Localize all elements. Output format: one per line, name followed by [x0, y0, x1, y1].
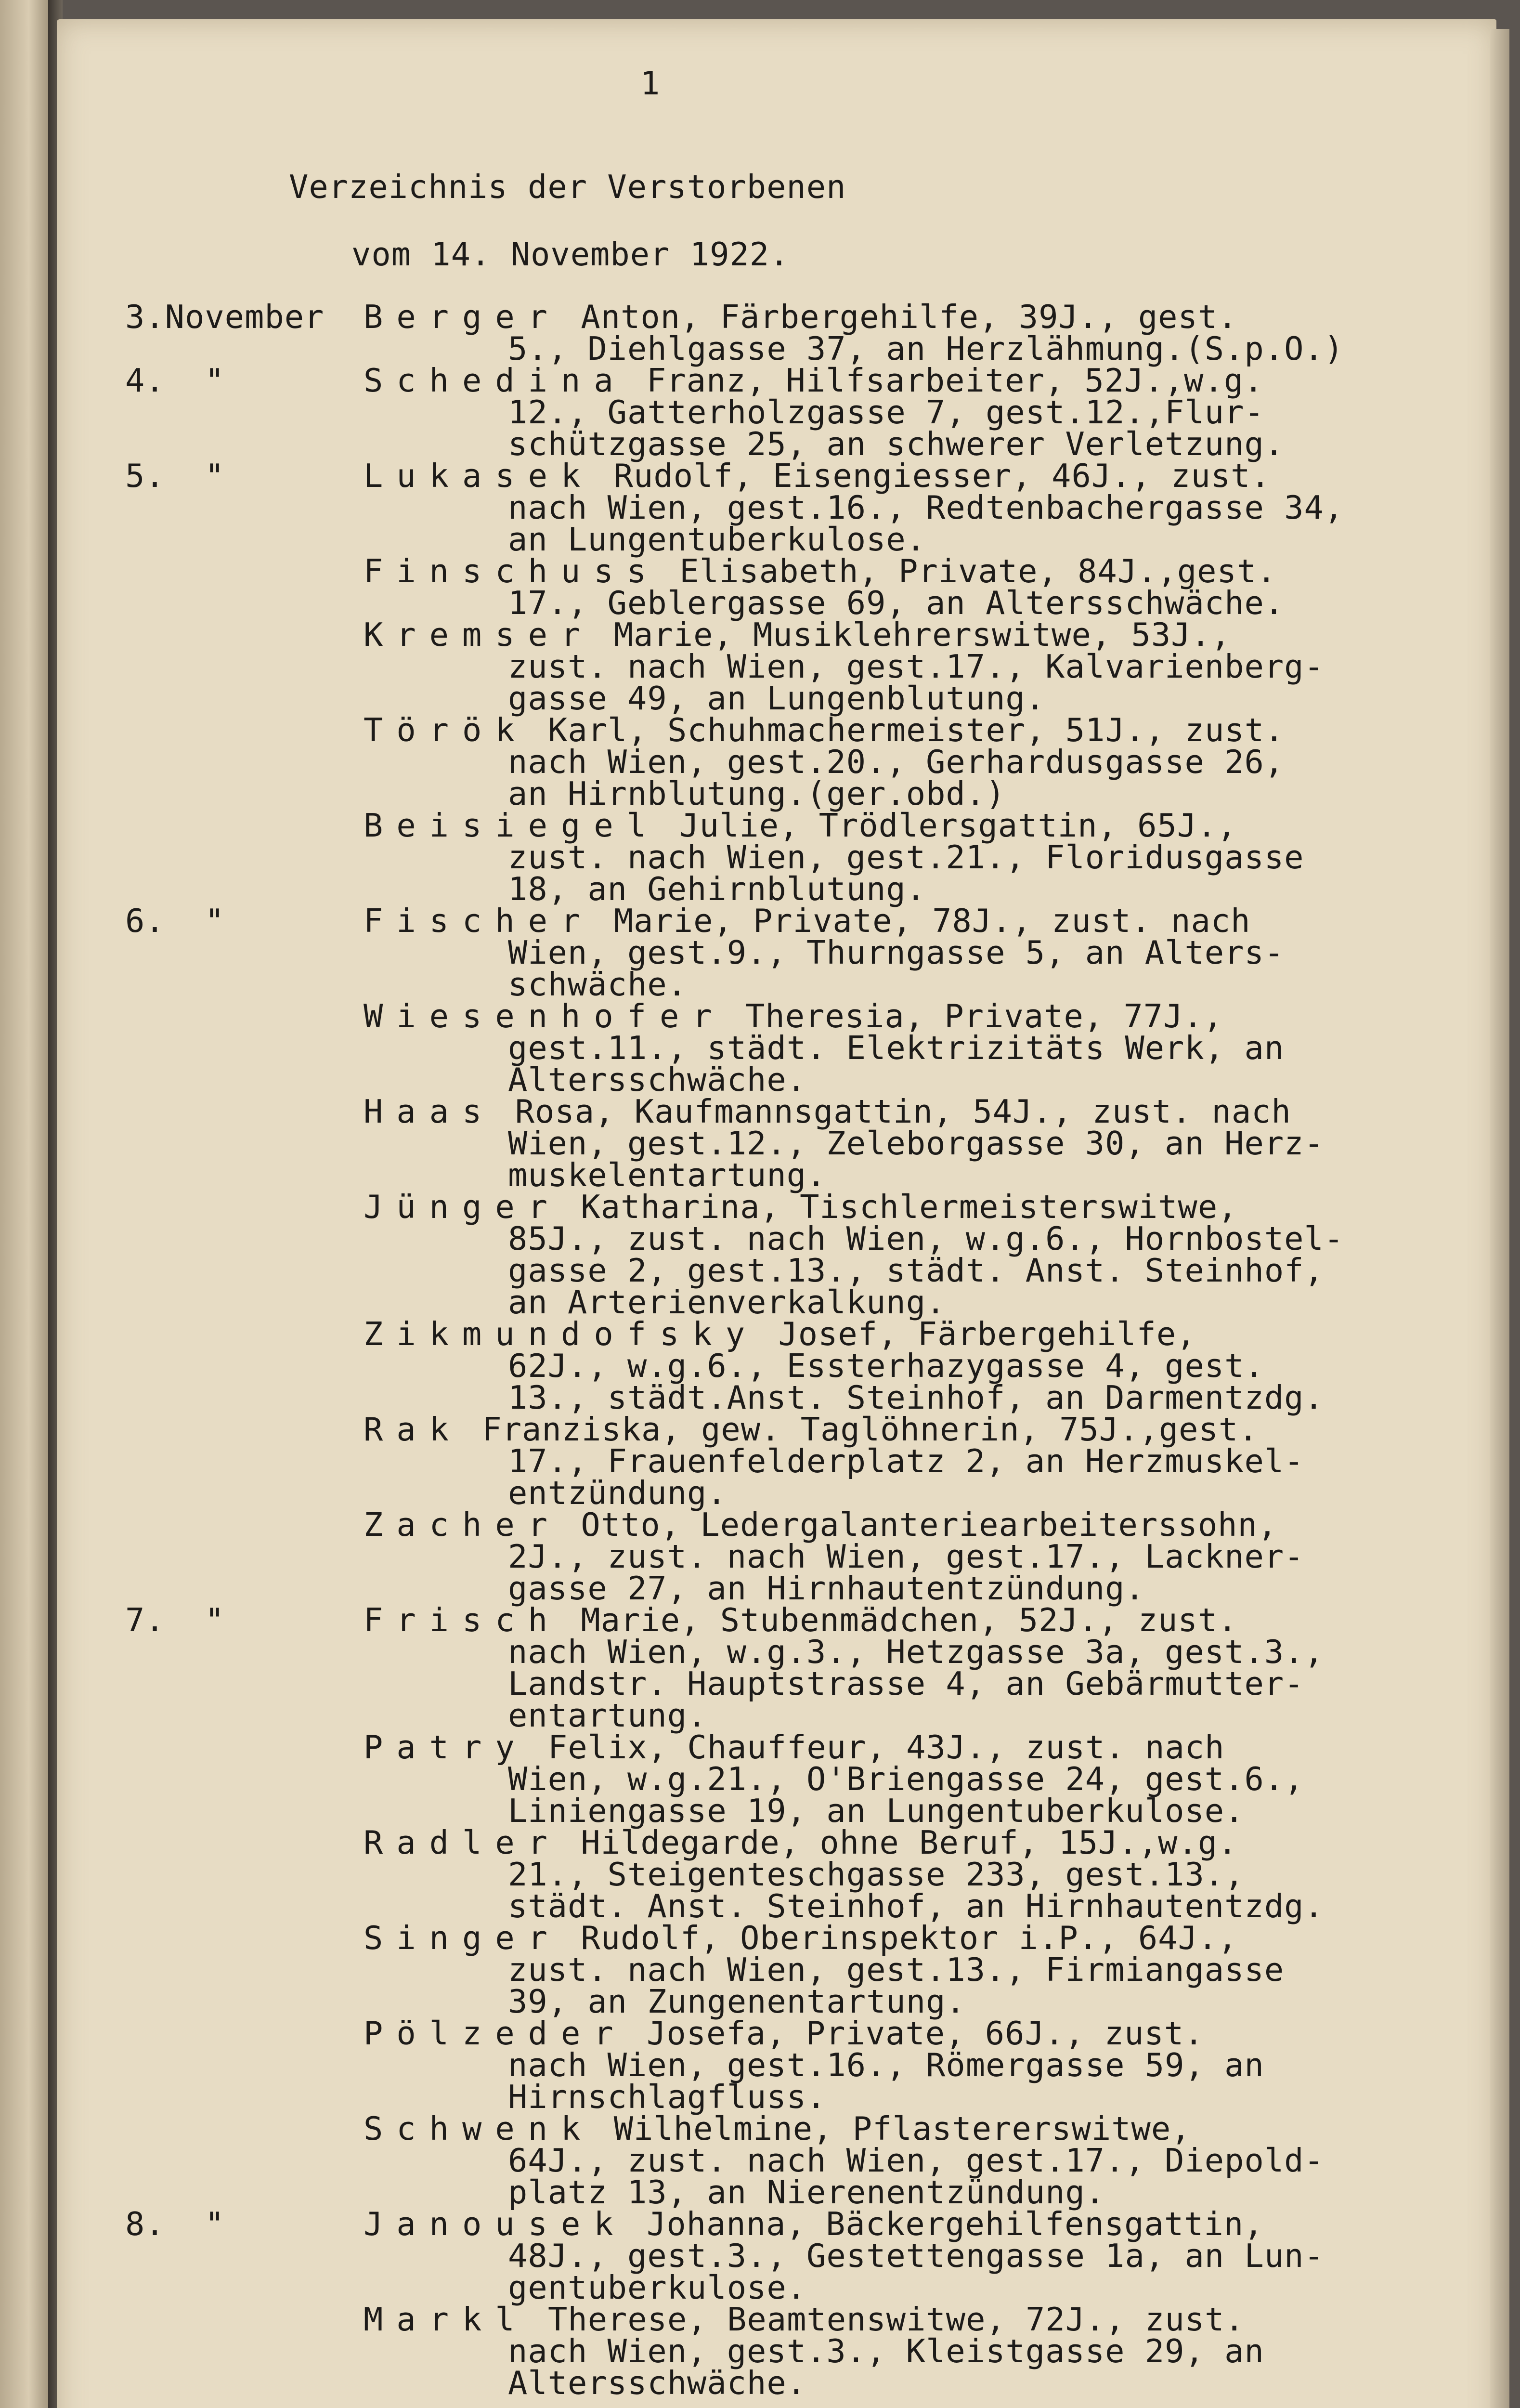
- entry-first-line: [364, 1601, 1238, 1639]
- entry-text-line: Altersschwäche.: [508, 1061, 807, 1099]
- entry-text-line: Therese, Beamtenswitwe, 72J., zust.: [548, 2301, 1245, 2338]
- entry-first-line: [364, 1506, 1278, 1544]
- entry-first-line: [364, 1413, 1259, 1446]
- entry-surname: Zikmundofsky: [364, 1315, 759, 1353]
- entry-text-line: gasse 49, an Lungenblutung.: [508, 680, 1046, 717]
- entry-text-line: zust. nach Wien, gest.17., Kalvarienberg-: [508, 648, 1324, 685]
- entry-text-line: entzündung.: [508, 1474, 727, 1512]
- entry-text-line: 62J., w.g.6., Essterhazygasse 4, gest.: [508, 1347, 1264, 1385]
- entry-first-line: [364, 1093, 1291, 1130]
- entry-text-line: Anton, Färbergehilfe, 39J., gest.: [581, 298, 1238, 336]
- entry-text-line: Marie, Private, 78J., zust. nach: [613, 902, 1251, 940]
- entry-text-line: Liniengasse 19, an Lungentuberkulose.: [508, 1792, 1245, 1830]
- entry-surname: Patry: [364, 1728, 528, 1766]
- entry-text-line: 17., Geblergasse 69, an Altersschwäche.: [508, 584, 1285, 622]
- entry-text-line: 5., Diehlgasse 37, an Herzlähmung.(S.p.O.): [508, 330, 1344, 367]
- entry-text-line: Marie, Stubenmädchen, 52J., zust.: [581, 1601, 1238, 1639]
- entry-text-line: an Hirnblutung.(ger.obd.): [508, 775, 1006, 812]
- entry-first-line: [364, 711, 1285, 749]
- entry-text-line: Karl, Schuhmachermeister, 51J., zust.: [548, 711, 1285, 749]
- entry-surname: Radler: [364, 1824, 561, 1861]
- entry-text-line: schwäche.: [508, 966, 688, 1003]
- entry-text-line: städt. Anst. Steinhof, an Hirnhautentzdg.: [508, 1887, 1324, 1925]
- entry-surname: Rak: [364, 1411, 463, 1448]
- entry-text-line: Franz, Hilfsarbeiter, 52J.,w.g.: [647, 362, 1264, 399]
- entry-surname: Schwenk: [364, 2110, 594, 2147]
- document-subtitle: vom 14. November 1922.: [351, 236, 790, 273]
- entry-text-line: an Arterienverkalkung.: [508, 1283, 946, 1321]
- entry-surname: Berger: [364, 298, 561, 336]
- entry-text-line: Marie, Musiklehrerswitwe, 53J.,: [613, 616, 1231, 654]
- document-title: Verzeichnis der Verstorbenen: [289, 168, 846, 206]
- entry-text-line: 48J., gest.3., Gestettengasse 1a, an Lun-: [508, 2237, 1324, 2275]
- entry-surname: Markl: [364, 2301, 528, 2338]
- entry-text-line: 85J., zust. nach Wien, w.g.6., Hornbostel-: [508, 1220, 1344, 1257]
- entry-first-line: [364, 2110, 1191, 2147]
- entry-first-line: [364, 1315, 1196, 1353]
- entry-first-line: [364, 1728, 1225, 1766]
- entry-text-line: Johanna, Bäckergehilfensgattin,: [647, 2205, 1264, 2243]
- entry-text-line: an Lungentuberkulose.: [508, 521, 926, 558]
- entry-first-line: [364, 298, 1238, 336]
- entry-date: 4. ": [125, 362, 225, 399]
- entry-surname: Pölzeder: [364, 2015, 627, 2052]
- entry-text-line: Wien, w.g.21., O'Briengasse 24, gest.6.,: [508, 1760, 1304, 1798]
- entry-text-line: 13., städt.Anst. Steinhof, an Darmentzdg.: [508, 1379, 1324, 1416]
- entry-date: 6. ": [125, 902, 225, 940]
- entry-date: 3.November: [125, 298, 325, 336]
- entry-surname: Finschuss: [364, 552, 660, 590]
- entry-first-line: [364, 2017, 1204, 2050]
- entry-text-line: Elisabeth, Private, 84J.,gest.: [679, 552, 1277, 590]
- entry-surname: Schedina: [364, 362, 627, 399]
- entry-text-line: 17., Frauenfelderplatz 2, an Herzmuskel-: [508, 1442, 1304, 1480]
- entry-text-line: gasse 2, gest.13., städt. Anst. Steinhof,: [508, 1252, 1324, 1289]
- entry-text-line: nach Wien, gest.16., Redtenbachergasse 34,: [508, 489, 1344, 526]
- entry-text-line: Rudolf, Eisengiesser, 46J., zust.: [613, 457, 1271, 495]
- entry-text-line: gentuberkulose.: [508, 2269, 807, 2306]
- entry-text-line: nach Wien, w.g.3., Hetzgasse 3a, gest.3.,: [508, 1633, 1324, 1671]
- page-number: 1: [640, 65, 661, 102]
- entry-text-line: 12., Gatterholzgasse 7, gest.12.,Flur-: [508, 393, 1264, 431]
- entry-text-line: 2J., zust. nach Wien, gest.17., Lackner-: [508, 1538, 1304, 1575]
- entry-text-line: nach Wien, gest.3., Kleistgasse 29, an: [508, 2332, 1264, 2370]
- entry-text-line: Wien, gest.9., Thurngasse 5, an Alters-: [508, 934, 1285, 971]
- entry-text-line: gasse 27, an Hirnhautentzündung.: [508, 1570, 1145, 1607]
- entry-first-line: [364, 2205, 1264, 2243]
- entry-text-line: entartung.: [508, 1697, 707, 1734]
- entry-first-line: [364, 1919, 1238, 1957]
- entry-surname: Beisiegel: [364, 807, 660, 844]
- entry-surname: Jünger: [364, 1188, 561, 1226]
- entry-text-line: Altersschwäche.: [508, 2364, 807, 2402]
- entry-surname: Török: [364, 711, 528, 749]
- entry-surname: Singer: [364, 1919, 561, 1957]
- entry-surname: Haas: [364, 1093, 495, 1130]
- entry-text-line: schützgasse 25, an schwerer Verletzung.: [508, 425, 1285, 463]
- entry-text-line: Otto, Ledergalanteriearbeiterssohn,: [581, 1506, 1278, 1544]
- entry-text-line: Theresia, Private, 77J.,: [745, 997, 1223, 1035]
- entry-text-line: 64J., zust. nach Wien, gest.17., Diepold-: [508, 2142, 1324, 2179]
- entry-first-line: [364, 1188, 1238, 1226]
- entry-text-line: Rosa, Kaufmannsgattin, 54J., zust. nach: [515, 1093, 1291, 1130]
- entry-first-line: [364, 362, 1264, 399]
- entry-surname: Frisch: [364, 1601, 561, 1639]
- entry-first-line: [364, 457, 1271, 495]
- entry-text-line: gest.11., städt. Elektrizitäts Werk, an: [508, 1029, 1285, 1067]
- entry-text-line: Hildegarde, ohne Beruf, 15J.,w.g.: [581, 1824, 1238, 1861]
- entry-text-line: Josef, Färbergehilfe,: [778, 1315, 1196, 1353]
- entry-surname: Fischer: [364, 902, 594, 940]
- entry-text-line: Josefa, Private, 66J., zust.: [647, 2015, 1204, 2052]
- entry-first-line: [364, 2303, 1245, 2336]
- entry-surname: Lukasek: [364, 457, 594, 495]
- entry-text-line: Wien, gest.12., Zeleborgasse 30, an Herz-: [508, 1125, 1324, 1162]
- entry-first-line: [364, 997, 1223, 1035]
- entry-text-line: nach Wien, gest.20., Gerhardusgasse 26,: [508, 743, 1285, 781]
- entry-text-line: Hirnschlagfluss.: [508, 2078, 827, 2116]
- entry-surname: Janousek: [364, 2205, 627, 2243]
- entry-first-line: [364, 807, 1237, 844]
- entry-first-line: [364, 902, 1251, 940]
- entry-text-line: nach Wien, gest.16., Römergasse 59, an: [508, 2046, 1264, 2084]
- entry-surname: Kremser: [364, 616, 594, 654]
- entry-text-line: Franziska, gew. Taglöhnerin, 75J.,gest.: [482, 1411, 1259, 1448]
- entry-text-line: 18, an Gehirnblutung.: [508, 870, 926, 908]
- entry-text-line: Wilhelmine, Pflastererswitwe,: [613, 2110, 1191, 2147]
- entry-surname: Wiesenhofer: [364, 997, 726, 1035]
- entry-text-line: 39, an Zungenentartung.: [508, 1983, 966, 2020]
- entry-text-line: Julie, Trödlersgattin, 65J.,: [679, 807, 1237, 844]
- entry-date: 8. ": [125, 2205, 225, 2243]
- entry-text-line: Landstr. Hauptstrasse 4, an Gebärmutter-: [508, 1665, 1304, 1702]
- entry-text-line: zust. nach Wien, gest.13., Firmiangasse: [508, 1951, 1285, 1989]
- entry-text-line: platz 13, an Nierenentzündung.: [508, 2173, 1105, 2211]
- entry-text-line: zust. nach Wien, gest.21., Floridusgasse: [508, 838, 1304, 876]
- entry-text-line: Felix, Chauffeur, 43J., zust. nach: [548, 1728, 1225, 1766]
- entry-first-line: [364, 616, 1231, 654]
- entry-text-line: 21., Steigenteschgasse 233, gest.13.,: [508, 1856, 1245, 1893]
- entry-first-line: [364, 552, 1277, 590]
- entry-surname: Zacher: [364, 1506, 561, 1544]
- entry-first-line: [364, 1824, 1238, 1861]
- entry-text-line: muskelentartung.: [508, 1156, 827, 1194]
- entry-text-line: Katharina, Tischlermeisterswitwe,: [581, 1188, 1238, 1226]
- entry-date: 5. ": [125, 457, 225, 495]
- entry-text-line: Rudolf, Oberinspektor i.P., 64J.,: [581, 1919, 1238, 1957]
- entry-date: 7. ": [125, 1601, 225, 1639]
